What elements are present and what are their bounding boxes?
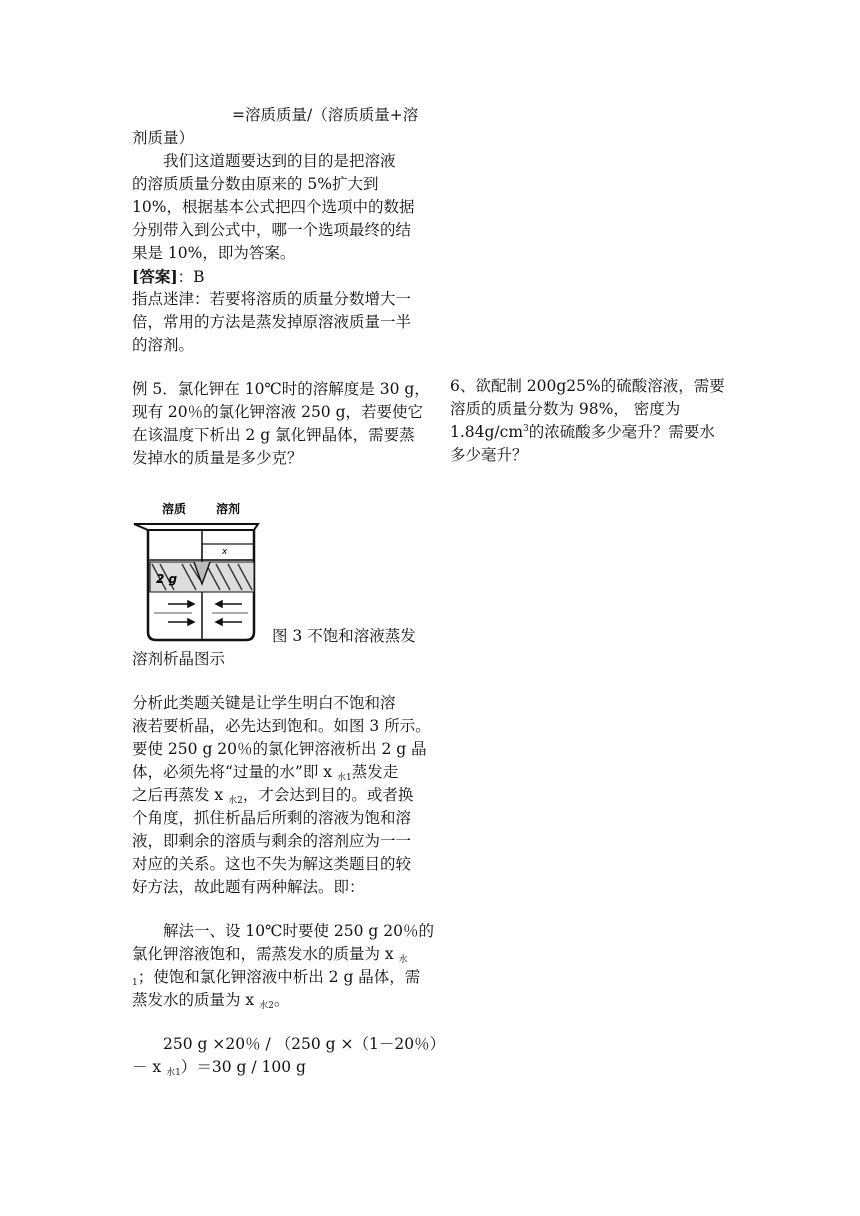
figure-label-solute: 溶质 [162, 502, 187, 516]
figure-label-solvent: 溶剂 [216, 502, 241, 516]
formula-line: =溶质质量/（溶质质量+溶 [232, 106, 419, 124]
left-column [132, 104, 446, 1079]
equation-line-1: 250 g ×20％ / （250 g ×（1－20％） [163, 1035, 446, 1053]
equation-line-2: － x $_{水1}$）＝30 g / 100 g [132, 1058, 306, 1078]
answer-line [132, 265, 436, 288]
solution1-line-3: $_1$；使饱和氯化钾溶液中析出 2 g 晶体，需 [132, 968, 421, 988]
example5-line-1: 例 5．氯化钾在 10℃时的溶解度是 30 g， [132, 380, 430, 398]
question6-line-4: 多少毫升？ [450, 446, 528, 464]
svg-text:x: x [222, 547, 228, 557]
analysis-line-2: 液若要析晶，必先达到饱和。如图 3 所示。 [132, 717, 431, 735]
solution1-line-2: 氯化钾溶液饱和，需蒸发水的质量为 x $_水$ [132, 945, 408, 965]
example5-line-2: 现有 20％的氯化钾溶液 250 g，若要使它 [132, 403, 424, 421]
explanation-line-4: 分别带入到公式中，哪一个选项最终的结 [132, 221, 412, 239]
solution1-line-1: 解法一、设 10℃时要使 250 g 20％的 [163, 922, 435, 940]
figure-caption: 图 3 不饱和溶液蒸发 [272, 627, 416, 645]
figure-label-2g: 2 g [156, 572, 178, 586]
analysis-line-4: 体，必须先将“过量的水”即 x $_{水1}$蒸发走 [132, 763, 399, 783]
question6-line-1: 6、欲配制 200g25%的硫酸溶液，需要 [450, 377, 725, 395]
tip-line-2: 倍，常用的方法是蒸发掉原溶液质量一半 [132, 313, 412, 331]
figure-caption-cont: 溶剂析晶图示 [132, 650, 226, 668]
solution1-line-4: 蒸发水的质量为 x $_{水2}$。 [132, 991, 290, 1011]
formula-line-cont: 剂质量） [132, 129, 195, 147]
analysis-line-8: 对应的关系。这也不失为解这类题目的较 [132, 855, 412, 873]
question6-line-3: $1.84g/cm^3$的浓硫酸多少毫升？需要水 [450, 423, 715, 441]
explanation-line-3: 10%，根据基本公式把四个选项中的数据 [132, 198, 415, 216]
tip-line-1: 指点迷津：若要将溶质的质量分数增大一 [132, 290, 412, 308]
analysis-line-6: 个角度，抓住析晶后所剩的溶液为饱和溶 [132, 809, 412, 827]
beaker-diagram [132, 500, 268, 648]
example5-line-3: 在该温度下析出 2 g 氯化钾晶体，需要蒸 [132, 426, 415, 444]
answer-label: [答案] [132, 267, 178, 286]
analysis-line-9: 好方法，故此题有两种解法。即： [132, 878, 365, 896]
explanation-line-5: 果是 10%，即为答案。 [132, 244, 296, 262]
explanation-line-1: 我们这道题要达到的目的是把溶液 [163, 152, 396, 170]
explanation-line-2: 的溶质质量分数由原来的 5%扩大到 [132, 175, 379, 193]
right-column [450, 375, 730, 467]
example5-line-4: 发掉水的质量是多少克？ [132, 449, 303, 467]
analysis-line-3: 要使 250 g 20％的氯化钾溶液析出 2 g 晶 [132, 740, 427, 758]
analysis-line-1: 分析此类题关键是让学生明白不饱和溶 [132, 694, 396, 712]
answer-value: ：B [177, 268, 205, 286]
tip-line-3: 的溶剂。 [132, 336, 195, 354]
analysis-line-5: 之后再蒸发 x $_{水2}$，才会达到目的。或者换 [132, 786, 414, 806]
figure-3 [132, 500, 436, 648]
question6-line-2: 溶质的质量分数为 98%， 密度为 [450, 400, 681, 418]
analysis-line-7: 液，即剩余的溶质与剩余的溶剂应为一一 [132, 832, 412, 850]
